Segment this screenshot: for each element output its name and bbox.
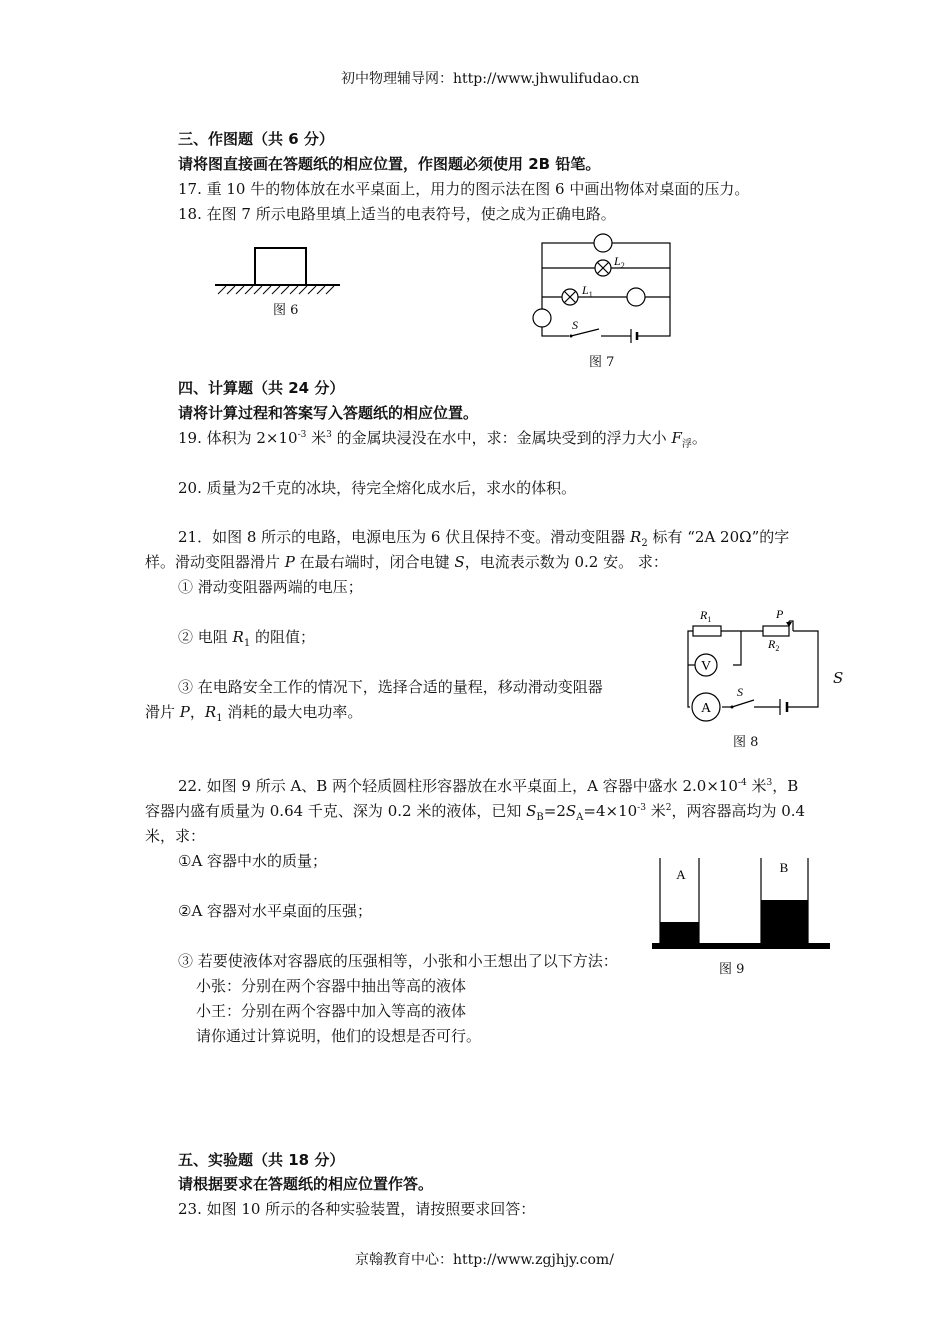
q22-text-g: 米 — [645, 802, 666, 820]
q19-exponent: -3 — [297, 430, 307, 440]
meter-slot-left — [533, 309, 551, 327]
q21-text-a: 21．如图 8 所示的电路，电源电压为 6 伏且保持不变。滑动变阻器 — [178, 528, 631, 546]
q22-var-sa: S — [565, 802, 577, 820]
q19-end: 。 — [691, 429, 707, 447]
meter-slot-right — [627, 288, 645, 306]
q19-text-2: 米 — [306, 429, 327, 447]
outer-loop — [542, 243, 670, 336]
switch-pivot — [731, 706, 734, 709]
q22-text-c: ，B — [772, 777, 799, 795]
q22-text-b: 米 — [746, 777, 767, 795]
label-l2: $L_2$ — [614, 254, 625, 270]
wire-right — [787, 631, 818, 707]
q22-var-sb: S — [526, 802, 537, 820]
page-footer: 京翰教育中心：http://www.zgjhjy.com/ — [355, 1252, 614, 1268]
figure-9-containers — [652, 855, 832, 955]
q22-exponent-2: 3 — [766, 778, 773, 788]
question-22-line-2 — [145, 800, 805, 823]
wire-v-right — [733, 631, 741, 665]
figure-6-caption: 图 6 — [273, 303, 299, 318]
question-22-part-1: ①A 容器中水的质量； — [178, 852, 328, 870]
q19-text-1: 19. 体积为 2×10 — [178, 429, 298, 447]
q22-text-h: ，两容器高均为 0.4 — [671, 802, 806, 820]
lamp-l2 — [595, 260, 611, 276]
label-r1: $R_1$ — [700, 608, 712, 624]
q22-exponent-4: 2 — [665, 803, 672, 813]
label-a: A — [700, 701, 712, 716]
question-23: 23. 如图 10 所示的各种实验装置，请按照要求回答： — [178, 1200, 536, 1218]
q22-exponent-3: -3 — [637, 803, 646, 813]
q22-text-e: =2 — [543, 802, 566, 820]
q22-text-a: 22. 如图 9 所示 A、B 两个轻质圆柱形容器放在水平桌面上，A 容器中盛水 2.0×10 — [178, 777, 738, 795]
q21-text-c: 样。滑动变阻器滑片 — [145, 553, 285, 571]
table-hatching — [218, 286, 334, 294]
resistor-r1 — [693, 626, 721, 636]
question-22-part-3: ③ 若要使液体对容器底的压强相等，小张和小王想出了以下方法： — [178, 952, 618, 970]
question-22-line-1 — [178, 775, 798, 796]
question-21-line-1 — [178, 526, 789, 549]
question-22-part-2: ②A 容器对水平桌面的压强； — [178, 902, 373, 920]
figure-7-circuit — [525, 228, 675, 346]
question-21-part-3-line-1: ③ 在电路安全工作的情况下，选择合适的量程，移动滑动变阻器 — [178, 678, 603, 696]
label-switch-s: S — [737, 685, 743, 699]
figure-8-circuit — [670, 600, 850, 728]
figure-6-block-on-table — [210, 245, 345, 300]
question-18: 18. 在图 7 所示电路里填上适当的电表符号，使之成为正确电路。 — [178, 205, 616, 223]
q19-text-3: 的金属块浸没在水中，求：金属块受到的浮力大小 — [331, 429, 672, 447]
table-surface — [652, 943, 830, 949]
question-22-xiaozhang: 小张：分别在两个容器中抽出等高的液体 — [196, 977, 467, 995]
q21-text-d: 在最右端时，闭合电键 — [294, 553, 455, 571]
section-5-title: 五、实验题（共 18 分） — [178, 1151, 345, 1169]
label-p: P — [776, 607, 784, 621]
q21-p3-text-b: ， — [189, 703, 205, 721]
question-20: 20. 质量为2千克的冰块，待完全熔化成水后，求水的体积。 — [178, 479, 577, 497]
q22-exponent-1: -4 — [737, 778, 747, 788]
q22-sub-b: B — [536, 812, 544, 823]
section-3-instruction: 请将图直接画在答题纸的相应位置，作图题必须使用 2B 铅笔。 — [178, 155, 601, 173]
liquid-in-b — [761, 900, 808, 943]
question-22-ask: 请你通过计算说明，他们的设想是否可行。 — [196, 1027, 482, 1045]
q21-p3-sub: 1 — [216, 713, 223, 724]
label-l1: $L_1$ — [582, 283, 593, 299]
figure-7-caption: 图 7 — [589, 355, 615, 370]
label-r2: $R_2$ — [768, 637, 780, 653]
section-4-title: 四、计算题（共 24 分） — [178, 379, 345, 397]
figure-8-caption: 图 8 — [733, 735, 759, 750]
q21-text-e: ，电流表示数为 0.2 安。 求： — [464, 553, 668, 571]
question-21-line-2 — [145, 551, 668, 572]
question-22-xiaowang: 小王：分别在两个容器中加入等高的液体 — [196, 1002, 467, 1020]
lamp-l1 — [562, 289, 578, 305]
section-5-instruction: 请根据要求在答题纸的相应位置作答。 — [178, 1175, 434, 1193]
q21-p2-text-b: 的阻值； — [250, 628, 315, 646]
q21-p2-sub: 1 — [243, 638, 251, 649]
label-container-a: A — [676, 867, 686, 882]
q21-p2-text-a: ② 电阻 — [178, 628, 233, 646]
water-in-a — [660, 922, 699, 943]
label-container-b: B — [779, 860, 789, 875]
q21-var-r2: R — [630, 528, 642, 546]
switch-pivot — [570, 335, 573, 338]
label-v: V — [700, 659, 712, 674]
q21-sub: 2 — [641, 538, 648, 549]
q21-var-p: P — [284, 553, 295, 571]
figure-8-label-s: S — [833, 669, 844, 687]
q22-text-f: =4×10 — [583, 802, 638, 820]
q21-p3-text-c: 消耗的最大电功率。 — [222, 703, 363, 721]
question-21-part-1: ① 滑动变阻器两端的电压； — [178, 578, 363, 596]
switch-blade — [732, 700, 754, 707]
q21-p3-text-a: 滑片 — [145, 703, 180, 721]
question-21-part-3-line-2 — [145, 701, 362, 724]
label-switch-s: S — [572, 318, 578, 332]
q22-text-d: 容器内盛有质量为 0.64 千克、深为 0.2 米的液体，已知 — [145, 802, 527, 820]
q21-p3-var-p: P — [179, 703, 190, 721]
q19-exponent-2: 3 — [326, 430, 332, 440]
q22-sub-a: A — [576, 812, 584, 823]
q21-text-b: 标有 “2A 20Ω”的字 — [647, 528, 790, 546]
q21-p2-var: R — [232, 628, 244, 646]
q21-p3-var-r1: R — [204, 703, 217, 721]
block — [255, 248, 306, 285]
question-19 — [178, 427, 707, 450]
question-17: 17. 重 10 牛的物体放在水平桌面上，用力的图示法在图 6 中画出物体对桌面的压力。 — [178, 180, 750, 198]
section-3-title: 三、作图题（共 6 分） — [178, 130, 334, 148]
figure-9-caption: 图 9 — [719, 962, 745, 977]
page-header: 初中物理辅导网：http://www.jhwulifudao.cn — [341, 71, 640, 87]
rheostat-r2 — [763, 626, 789, 636]
q19-var-f: F — [671, 429, 682, 447]
question-22-line-3: 米，求： — [145, 827, 206, 845]
q21-var-s: S — [454, 553, 465, 571]
wire-left-bottom — [688, 665, 690, 707]
meter-slot-top — [594, 234, 612, 252]
question-21-part-2 — [178, 626, 315, 649]
section-4-instruction: 请将计算过程和答案写入答题纸的相应位置。 — [178, 404, 479, 422]
q19-subscript: 浮 — [681, 439, 692, 450]
